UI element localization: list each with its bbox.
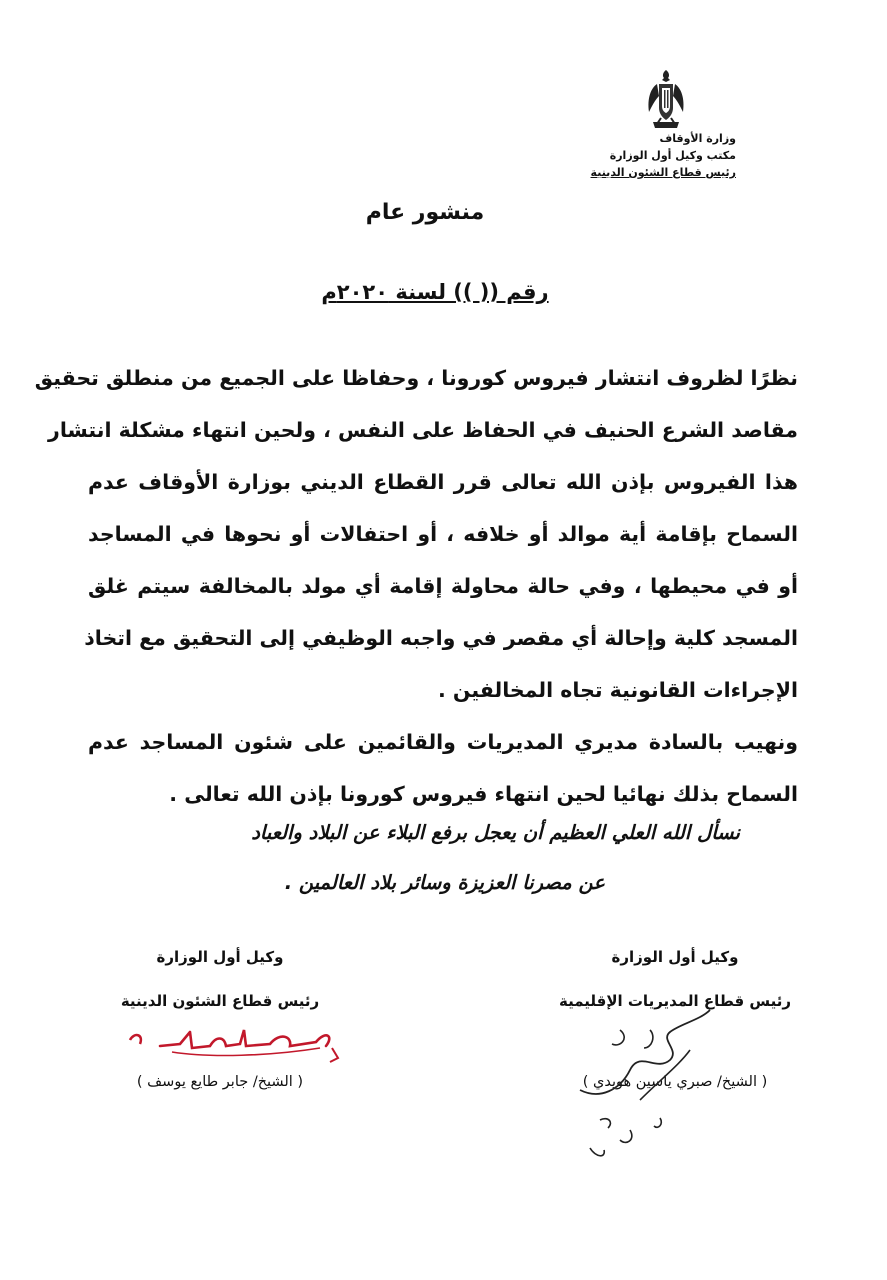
eagle-emblem-icon xyxy=(643,68,689,134)
ministry-header xyxy=(590,130,736,181)
ministry-name: وزارة الأوقاف xyxy=(659,132,736,145)
signatory-title: وكيل أول الوزارة xyxy=(611,948,739,966)
body-line: المسجد كلية وإحالة أي مقصر في واجبه الوظيفي إلى التحقيق مع اتخاذ xyxy=(84,626,798,650)
prayer-line: عن مصرنا العزيزة وسائر بلاد العالمين . xyxy=(284,871,605,894)
signature-block-right xyxy=(540,948,810,1090)
signatory-role: رئيس قطاع المديريات الإقليمية xyxy=(558,992,792,1010)
sector-name: رئيس قطاع الشئون الدينية xyxy=(590,166,736,179)
body-line: السماح بإقامة أية موالد أو خلافه ، أو احتفالات أو نحوها في المساجد xyxy=(88,522,798,546)
signature-block-left xyxy=(85,948,355,1090)
body-line: أو في محيطها ، وفي حالة محاولة إقامة أي مولد بالمخالفة سيتم غلق xyxy=(88,574,798,598)
document-title: منشور عام xyxy=(365,200,485,225)
body-line: مقاصد الشرع الحنيف في الحفاظ على النفس ، ولحين انتهاء مشكلة انتشار xyxy=(48,418,798,442)
office-name: مكتب وكيل أول الوزارة xyxy=(609,149,736,162)
signatory-role: رئيس قطاع الشئون الدينية xyxy=(120,992,320,1010)
body-line: نظرًا لظروف انتشار فيروس كورونا ، وحفاظا على الجميع من منطلق تحقيق xyxy=(34,366,798,390)
body-line: هذا الفيروس بإذن الله تعالى قرر القطاع الديني بوزارة الأوقاف عدم xyxy=(88,470,798,494)
body-line: الإجراءات القانونية تجاه المخالفين . xyxy=(438,678,798,702)
document-body xyxy=(34,352,798,820)
signatory-name: ( الشيخ/ صبري ياسين هويدي ) xyxy=(582,1074,768,1090)
body-line: ونهيب بالسادة مديري المديريات والقائمين على شئون المساجد عدم xyxy=(88,730,798,754)
body-line: السماح بذلك نهائيا لحين انتهاء فيروس كورونا بإذن الله تعالى . xyxy=(169,782,798,806)
document-number: رقم (( )) لسنة ٢٠٢٠م xyxy=(321,280,549,304)
closing-prayer xyxy=(160,808,740,908)
signatory-title: وكيل أول الوزارة xyxy=(156,948,284,966)
prayer-line: نسأل الله العلي العظيم أن يعجل برفع البلاء عن البلاد والعباد xyxy=(251,821,740,844)
signatory-name: ( الشيخ/ جابر طايع يوسف ) xyxy=(136,1074,304,1090)
